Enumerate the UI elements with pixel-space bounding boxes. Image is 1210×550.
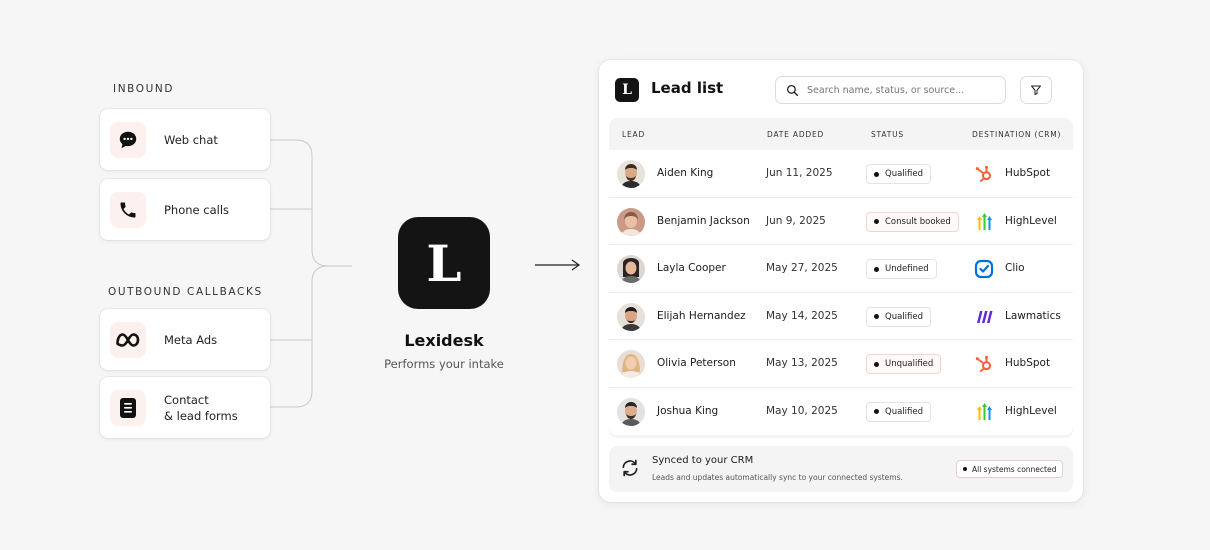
crm-name: Lawmatics xyxy=(1005,309,1061,322)
status-text: Qualified xyxy=(885,169,923,179)
status-text: Qualified xyxy=(885,406,923,417)
status-dot-icon xyxy=(874,409,879,414)
status-dot-icon xyxy=(874,267,879,272)
column-header-lead[interactable]: LEAD xyxy=(622,130,646,139)
lead-date: May 14, 2025 xyxy=(766,309,838,322)
arrow-right-icon xyxy=(535,260,579,270)
inbound-section-label: INBOUND xyxy=(113,83,175,95)
avatar xyxy=(617,398,645,426)
avatar xyxy=(617,208,645,236)
filter-icon xyxy=(1030,84,1042,96)
panel-title: Lead list xyxy=(651,79,724,97)
lead-table xyxy=(609,118,1073,438)
lead-date: Jun 11, 2025 xyxy=(766,167,833,179)
table-body xyxy=(609,150,1073,435)
table-row[interactable] xyxy=(609,150,1073,198)
avatar xyxy=(617,303,645,331)
lead-name: Olivia Peterson xyxy=(657,357,736,369)
connector-contact-forms xyxy=(270,266,328,407)
status-dot-icon xyxy=(874,219,879,224)
status-dot-icon xyxy=(874,314,879,319)
status-badge xyxy=(866,212,959,232)
outbound-section-label: OUTBOUND CALLBACKS xyxy=(108,286,263,298)
source-label-contact-line2: & lead forms xyxy=(164,408,238,423)
brand-name: Lexidesk xyxy=(404,331,484,350)
column-header-date-added[interactable]: DATE ADDED xyxy=(767,130,825,139)
search-box[interactable] xyxy=(775,76,1006,104)
highlevel-logo-icon xyxy=(973,211,995,233)
status-text: Unqualified xyxy=(885,359,934,369)
lead-date: Jun 9, 2025 xyxy=(766,214,826,227)
lead-list-panel xyxy=(599,60,1083,502)
panel-logo: L xyxy=(615,78,639,102)
crm-name: Clio xyxy=(1005,262,1025,274)
hubspot-logo-icon xyxy=(973,163,995,185)
crm-name: HighLevel xyxy=(1005,404,1057,417)
table-row[interactable] xyxy=(609,388,1073,436)
sync-title: Synced to your CRM xyxy=(652,455,754,466)
sync-description: Leads and updates automatically sync to your connected systems. xyxy=(652,473,903,482)
connection-status-badge xyxy=(956,460,1063,478)
table-header xyxy=(609,118,1073,150)
source-label-contact-line1: Contact xyxy=(164,392,209,407)
status-text: Consult booked xyxy=(885,216,951,227)
avatar xyxy=(617,255,645,283)
highlevel-logo-icon xyxy=(973,401,995,423)
sync-icon xyxy=(620,458,640,478)
status-text: Qualified xyxy=(885,311,923,322)
status-dot-icon xyxy=(963,467,967,471)
lead-name: Joshua King xyxy=(657,404,719,417)
status-badge xyxy=(866,307,931,327)
column-header-destination[interactable]: DESTINATION (CRM) xyxy=(972,130,1062,139)
status-dot-icon xyxy=(874,172,879,177)
connection-status-text: All systems connected xyxy=(972,464,1057,474)
search-input[interactable] xyxy=(807,85,992,96)
lead-name: Layla Cooper xyxy=(657,262,726,274)
lead-name: Benjamin Jackson xyxy=(657,214,750,227)
lead-date: May 27, 2025 xyxy=(766,262,838,274)
avatar xyxy=(617,160,645,188)
crm-name: HighLevel xyxy=(1005,214,1057,227)
crm-name: HubSpot xyxy=(1005,357,1051,369)
status-badge xyxy=(866,164,931,184)
status-dot-icon xyxy=(874,362,879,367)
status-badge xyxy=(866,354,941,374)
lead-date: May 10, 2025 xyxy=(766,404,838,417)
sync-status-bar xyxy=(609,446,1073,492)
clio-logo-icon xyxy=(973,258,995,280)
status-badge xyxy=(866,402,931,422)
lead-name: Elijah Hernandez xyxy=(657,309,746,322)
table-row[interactable] xyxy=(609,245,1073,293)
lead-name: Aiden King xyxy=(657,167,714,179)
hubspot-logo-icon xyxy=(973,353,995,375)
status-text: Undefined xyxy=(885,264,929,274)
filter-button[interactable] xyxy=(1020,76,1052,104)
avatar xyxy=(617,350,645,378)
column-header-status[interactable]: STATUS xyxy=(871,130,904,139)
source-label-meta-ads: Meta Ads xyxy=(164,332,218,347)
table-row[interactable] xyxy=(609,198,1073,246)
table-row[interactable] xyxy=(609,340,1073,388)
search-icon xyxy=(786,84,799,97)
lead-date: May 13, 2025 xyxy=(766,357,838,369)
connector-web-chat xyxy=(270,140,352,266)
brand-tagline: Performs your intake xyxy=(384,357,504,371)
source-label-web-chat: Web chat xyxy=(164,132,218,147)
lawmatics-logo-icon xyxy=(973,306,995,328)
lexidesk-logo: L xyxy=(398,217,490,309)
table-row[interactable] xyxy=(609,293,1073,341)
status-badge xyxy=(866,259,937,279)
source-label-phone-calls: Phone calls xyxy=(164,202,230,217)
crm-name: HubSpot xyxy=(1005,167,1051,179)
